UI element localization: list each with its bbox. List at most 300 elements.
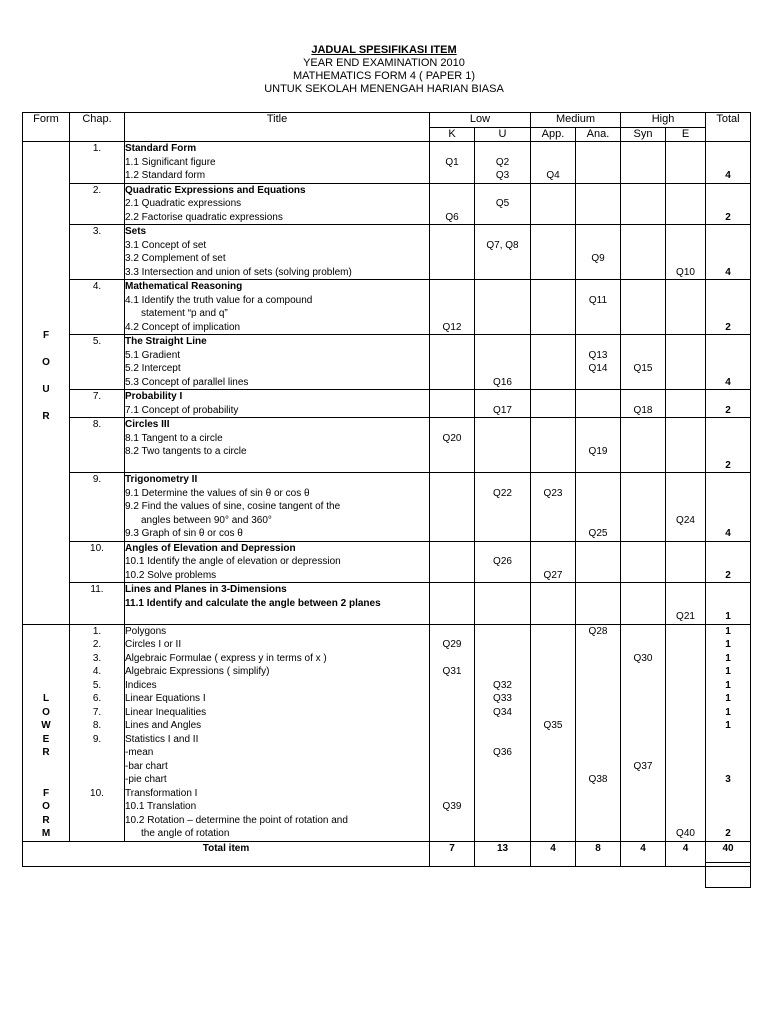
grand-total-total: 40: [706, 841, 751, 866]
question-u: [475, 610, 530, 624]
question-u: [475, 432, 530, 446]
question-app: [531, 555, 575, 569]
question-u: [475, 459, 530, 473]
blank-line: [621, 335, 665, 349]
question-ana: [576, 459, 620, 473]
chapter-number: 2.: [92, 639, 102, 650]
question-syn: [621, 514, 665, 528]
section-total: [706, 473, 751, 542]
question-e: [666, 733, 705, 747]
grand-total-u: 13: [475, 841, 531, 866]
question-k: Q12: [442, 321, 462, 333]
cell-app: [531, 225, 576, 280]
blank-line: [475, 418, 530, 432]
cell-app: [531, 390, 576, 418]
question-k: [430, 719, 474, 733]
blank-line: [531, 390, 575, 404]
blank-line: [430, 335, 474, 349]
question-u: [475, 787, 530, 801]
question-k: [430, 527, 474, 541]
question-e: [666, 760, 705, 774]
question-e: [666, 307, 705, 321]
question-u: [475, 514, 530, 528]
question-u: Q26: [493, 556, 512, 567]
question-u: [475, 719, 530, 733]
question-e: [666, 239, 705, 253]
question-k: [430, 746, 474, 760]
cell-k: [430, 335, 475, 390]
total-value: 3: [725, 774, 731, 785]
cell-syn: [621, 418, 666, 473]
chapter-number: 7.: [92, 706, 102, 718]
chapter-number: 5.: [92, 679, 102, 691]
cell-ana: [576, 142, 621, 184]
subtopic-line: statement “p and q”: [141, 308, 228, 319]
question-syn: [621, 211, 665, 225]
blank-line: [576, 280, 620, 294]
question-e: [666, 692, 705, 706]
question-app: [531, 445, 575, 459]
form4-section-row: [23, 473, 751, 542]
subtopic-line: 10.2 Solve problems: [125, 569, 217, 581]
chapter-title-cell: [125, 142, 430, 184]
question-e: [666, 197, 705, 211]
question-syn: [621, 773, 665, 787]
question-k: [430, 197, 474, 211]
question-e: [666, 169, 705, 183]
question-k: [430, 692, 474, 706]
lower-title-cell: [125, 624, 430, 841]
chapter-title-cell: [125, 541, 430, 583]
cell-syn: [621, 335, 666, 390]
col-title: Title: [125, 113, 430, 142]
question-e: [666, 679, 705, 693]
col-medium: Medium: [531, 113, 621, 128]
question-e: [666, 432, 705, 446]
question-syn: [621, 445, 665, 459]
subject-line: MATHEMATICS FORM 4 ( PAPER 1): [292, 70, 476, 82]
lower-form-letter: L: [42, 693, 50, 704]
question-syn: [621, 156, 665, 170]
cell-ana: [576, 418, 621, 473]
cell-ana: [576, 183, 621, 225]
cell-app: [531, 418, 576, 473]
question-e: [666, 349, 705, 363]
cell-k: [430, 142, 475, 184]
form4-section-row: [23, 418, 751, 473]
question-k: [430, 362, 474, 376]
question-syn: [621, 679, 665, 693]
question-ana: [576, 638, 620, 652]
chapter-title-cell: [125, 473, 430, 542]
document-header: [0, 44, 768, 96]
form4-section-row: [23, 390, 751, 418]
question-ana: [576, 597, 620, 611]
question-u: [475, 652, 530, 666]
question-k: [430, 773, 474, 787]
cell-syn: [621, 142, 666, 184]
question-syn: [621, 597, 665, 611]
chapter-number: 5.: [70, 335, 125, 390]
blank-line: [576, 335, 620, 349]
question-u: Q7, Q8: [486, 239, 519, 251]
total-value: 1: [725, 693, 731, 704]
grand-total-k: 7: [430, 841, 475, 866]
question-k: [430, 294, 474, 308]
question-syn: [621, 555, 665, 569]
cell-syn: [621, 225, 666, 280]
question-app: [531, 610, 575, 624]
header-row-1: [23, 113, 751, 128]
cell-e: [666, 583, 706, 625]
question-ana: [576, 760, 620, 774]
cell-u: [475, 280, 531, 335]
question-e: Q10: [676, 266, 695, 278]
question-k: [430, 239, 474, 253]
topic-line: Polygons: [125, 625, 167, 637]
question-u: [475, 760, 530, 774]
blank-line: [576, 473, 620, 487]
lower-form-letter: [23, 773, 69, 787]
subtopic-line: 11.1 Identify and calculate the angle between 2 planes: [125, 597, 381, 609]
blank-line: [430, 142, 474, 156]
form4-letter: O: [42, 356, 50, 368]
blank-line: [621, 418, 665, 432]
question-syn: [621, 638, 665, 652]
question-u: Q33: [493, 693, 512, 704]
question-ana: Q19: [588, 446, 608, 457]
subtopic-line: 5.2 Intercept: [125, 363, 181, 374]
subtopic-line: 4.1 Identify the truth value for a compound: [125, 294, 313, 306]
question-ana: [576, 746, 620, 760]
question-app: [531, 760, 575, 774]
subtopic-line: 3.1 Concept of set: [125, 239, 207, 251]
question-syn: [621, 459, 665, 473]
question-app: [531, 239, 575, 253]
blank-line: [621, 390, 665, 404]
question-e: [666, 376, 705, 390]
question-k: [430, 266, 474, 280]
total-value: 2: [725, 321, 731, 333]
total-value: 2: [725, 569, 731, 581]
total-value: 1: [725, 652, 731, 664]
chapter-number: 4.: [70, 280, 125, 335]
question-e: [666, 527, 705, 541]
blank-line: [475, 473, 530, 487]
question-app: [531, 432, 575, 446]
question-e: [666, 625, 705, 639]
total-value: 4: [725, 266, 731, 278]
question-k: [430, 169, 474, 183]
chapter-number: 1.: [92, 625, 102, 637]
chapter-number: 10.: [90, 787, 104, 799]
question-ana: [576, 432, 620, 446]
question-app: Q35: [543, 720, 563, 731]
chapter-title-cell: [125, 183, 430, 225]
blank-line: [621, 583, 665, 597]
question-k: [430, 760, 474, 774]
question-ana: [576, 211, 620, 225]
grand-total-ana: 8: [576, 841, 621, 866]
question-app: [531, 349, 575, 363]
cell-u: [475, 583, 531, 625]
question-u: [475, 252, 530, 266]
lower-form-letter: O: [42, 801, 50, 812]
blank-line: [621, 225, 665, 239]
blank-line: [531, 184, 575, 198]
question-e: [666, 500, 705, 514]
question-u: Q5: [495, 198, 510, 209]
question-e: [666, 787, 705, 801]
question-k: [430, 706, 474, 720]
question-u: [475, 638, 530, 652]
topic-line: -pie chart: [125, 774, 167, 785]
cell-k: [430, 280, 475, 335]
topic-line: -mean: [125, 747, 154, 758]
blank-line: [666, 473, 705, 487]
form4-section-row: [23, 225, 751, 280]
blank-line: [621, 542, 665, 556]
topic-line: Indices: [125, 679, 157, 691]
subtopic-line: 8.1 Tangent to a circle: [125, 432, 223, 444]
question-e: [666, 156, 705, 170]
question-syn: [621, 307, 665, 321]
question-app: [531, 665, 575, 679]
question-syn: [621, 733, 665, 747]
total-value: [706, 746, 750, 760]
cell-u: [475, 225, 531, 280]
question-e: [666, 321, 705, 335]
question-k: [430, 827, 474, 841]
question-app: [531, 376, 575, 390]
question-k: [430, 349, 474, 363]
question-app: [531, 625, 575, 639]
topic-line: Algebraic Expressions ( simplify): [125, 666, 270, 677]
question-syn: [621, 814, 665, 828]
question-u: [475, 733, 530, 747]
question-ana: [576, 569, 620, 583]
question-ana: Q9: [591, 253, 605, 264]
col-app: App.: [531, 127, 576, 142]
question-e: [666, 404, 705, 418]
question-u: [475, 625, 530, 639]
question-app: [531, 266, 575, 280]
blank-line: [531, 418, 575, 432]
cell-e: [666, 142, 706, 184]
chapter-heading: The Straight Line: [125, 336, 207, 347]
question-app: [531, 500, 575, 514]
question-u: Q2: [495, 156, 510, 168]
total-value: 1: [725, 611, 731, 622]
question-syn: Q15: [633, 363, 653, 374]
topic-line: Linear Equations I: [125, 693, 206, 704]
question-ana: [576, 197, 620, 211]
question-e: [666, 800, 705, 814]
form4-letter: R: [42, 410, 50, 422]
topic-line: Transformation I: [125, 787, 198, 799]
question-syn: [621, 321, 665, 335]
question-syn: [621, 500, 665, 514]
question-k: [430, 787, 474, 801]
question-syn: [621, 719, 665, 733]
lower-form-letter: E: [42, 733, 50, 745]
question-syn: [621, 800, 665, 814]
cell-k: [430, 225, 475, 280]
col-u: U: [475, 127, 531, 142]
blank-line: [430, 583, 474, 597]
question-e: Q21: [676, 611, 695, 622]
question-app: Q27: [543, 569, 563, 581]
chapter-number: 11.: [70, 583, 125, 625]
section-total: [706, 335, 751, 390]
question-e: Q40: [676, 828, 695, 839]
section-total: [706, 183, 751, 225]
question-app: [531, 294, 575, 308]
cell-app: [531, 541, 576, 583]
question-e: [666, 459, 705, 473]
blank-line: [666, 583, 705, 597]
chapter-number: [70, 773, 124, 787]
chapter-heading: Sets: [125, 226, 147, 237]
question-e: [666, 746, 705, 760]
question-ana: [576, 800, 620, 814]
lower-cell-k: [430, 624, 475, 841]
subtopic-line: [125, 610, 429, 624]
cell-app: [531, 335, 576, 390]
question-e: [666, 814, 705, 828]
col-k: K: [430, 127, 475, 142]
total-value: 4: [725, 170, 731, 181]
cell-ana: [576, 390, 621, 418]
lower-cell-app: [531, 624, 576, 841]
blank-line: [531, 542, 575, 556]
question-u: [475, 827, 530, 841]
question-ana: [576, 610, 620, 624]
blank-line: [576, 225, 620, 239]
blank-line: [531, 335, 575, 349]
question-syn: [621, 527, 665, 541]
cell-app: [531, 183, 576, 225]
question-syn: [621, 197, 665, 211]
question-app: [531, 252, 575, 266]
col-low: Low: [430, 113, 531, 128]
chapter-number: 3.: [92, 652, 102, 664]
topic-line: 10.2 Rotation – determine the point of rotation and: [125, 814, 348, 826]
chapter-heading: Angles of Elevation and Depression: [125, 542, 296, 554]
cell-syn: [621, 280, 666, 335]
question-u: [475, 569, 530, 583]
cell-e: [666, 390, 706, 418]
topic-line: Algebraic Formulae ( express y in terms of x ): [125, 652, 327, 664]
question-u: [475, 773, 530, 787]
question-u: Q3: [495, 170, 510, 181]
blank-line: [475, 184, 530, 198]
question-ana: Q28: [588, 625, 608, 637]
question-e: [666, 652, 705, 666]
question-app: [531, 459, 575, 473]
blank-line: [475, 542, 530, 556]
question-syn: [621, 665, 665, 679]
blank-line: [475, 142, 530, 156]
question-e: Q24: [676, 514, 695, 526]
question-syn: [621, 266, 665, 280]
blank-line: [430, 280, 474, 294]
chapter-heading: Standard Form: [125, 143, 197, 154]
blank-line: [475, 225, 530, 239]
question-u: [475, 266, 530, 280]
lower-form-row: [23, 624, 751, 841]
total-value: 2: [725, 828, 731, 839]
cell-k: [430, 183, 475, 225]
subtopic-line: 3.3 Intersection and union of sets (solving problem): [125, 266, 352, 278]
question-syn: Q37: [633, 760, 653, 772]
topic-line: Statistics I and II: [125, 733, 199, 745]
cell-e: [666, 473, 706, 542]
subtopic-line: 3.2 Complement of set: [125, 253, 226, 264]
question-syn: [621, 252, 665, 266]
subtopic-line: 1.2 Standard form: [125, 170, 206, 181]
cell-k: [430, 418, 475, 473]
subtopic-line: 9.2 Find the values of sine, cosine tangent of the: [125, 501, 341, 512]
question-app: [531, 652, 575, 666]
subtopic-line: 5.3 Concept of parallel lines: [125, 376, 249, 388]
lower-form-letter: F: [42, 787, 50, 799]
blank-line: [430, 225, 474, 239]
blank-line: [576, 184, 620, 198]
question-app: [531, 362, 575, 376]
chapter-heading: Probability I: [125, 391, 183, 402]
question-ana: [576, 514, 620, 528]
chapter-title-cell: [125, 280, 430, 335]
subtopic-line: 2.2 Factorise quadratic expressions: [125, 211, 283, 223]
chapter-number: 3.: [70, 225, 125, 280]
question-ana: [576, 487, 620, 501]
lower-cell-ana: [576, 624, 621, 841]
col-high: High: [621, 113, 706, 128]
question-app: [531, 197, 575, 211]
question-syn: [621, 787, 665, 801]
question-app: [531, 706, 575, 720]
chapter-number: [70, 814, 124, 828]
blank-line: [531, 473, 575, 487]
question-syn: [621, 376, 665, 390]
blank-line: [576, 390, 620, 404]
question-e: [666, 294, 705, 308]
question-ana: [576, 376, 620, 390]
blank-line: [430, 184, 474, 198]
question-u: Q16: [493, 376, 512, 388]
question-app: [531, 827, 575, 841]
grand-total-syn: 4: [621, 841, 666, 866]
form4-section-row: [23, 541, 751, 583]
question-app: [531, 800, 575, 814]
question-app: [531, 514, 575, 528]
question-k: Q39: [442, 801, 462, 812]
cell-k: [430, 473, 475, 542]
total-value: 2: [725, 404, 731, 416]
subtopic-line: 8.2 Two tangents to a circle: [125, 446, 247, 457]
question-ana: [576, 719, 620, 733]
form4-section-row: [23, 335, 751, 390]
question-e: [666, 487, 705, 501]
col-e: E: [666, 127, 706, 142]
lower-form-label-cell: [23, 624, 70, 841]
question-app: [531, 733, 575, 747]
subtopic-line: angles between 90° and 360°: [141, 514, 272, 526]
question-u: Q32: [493, 679, 512, 691]
form4-label-cell: [23, 142, 70, 625]
question-app: [531, 746, 575, 760]
